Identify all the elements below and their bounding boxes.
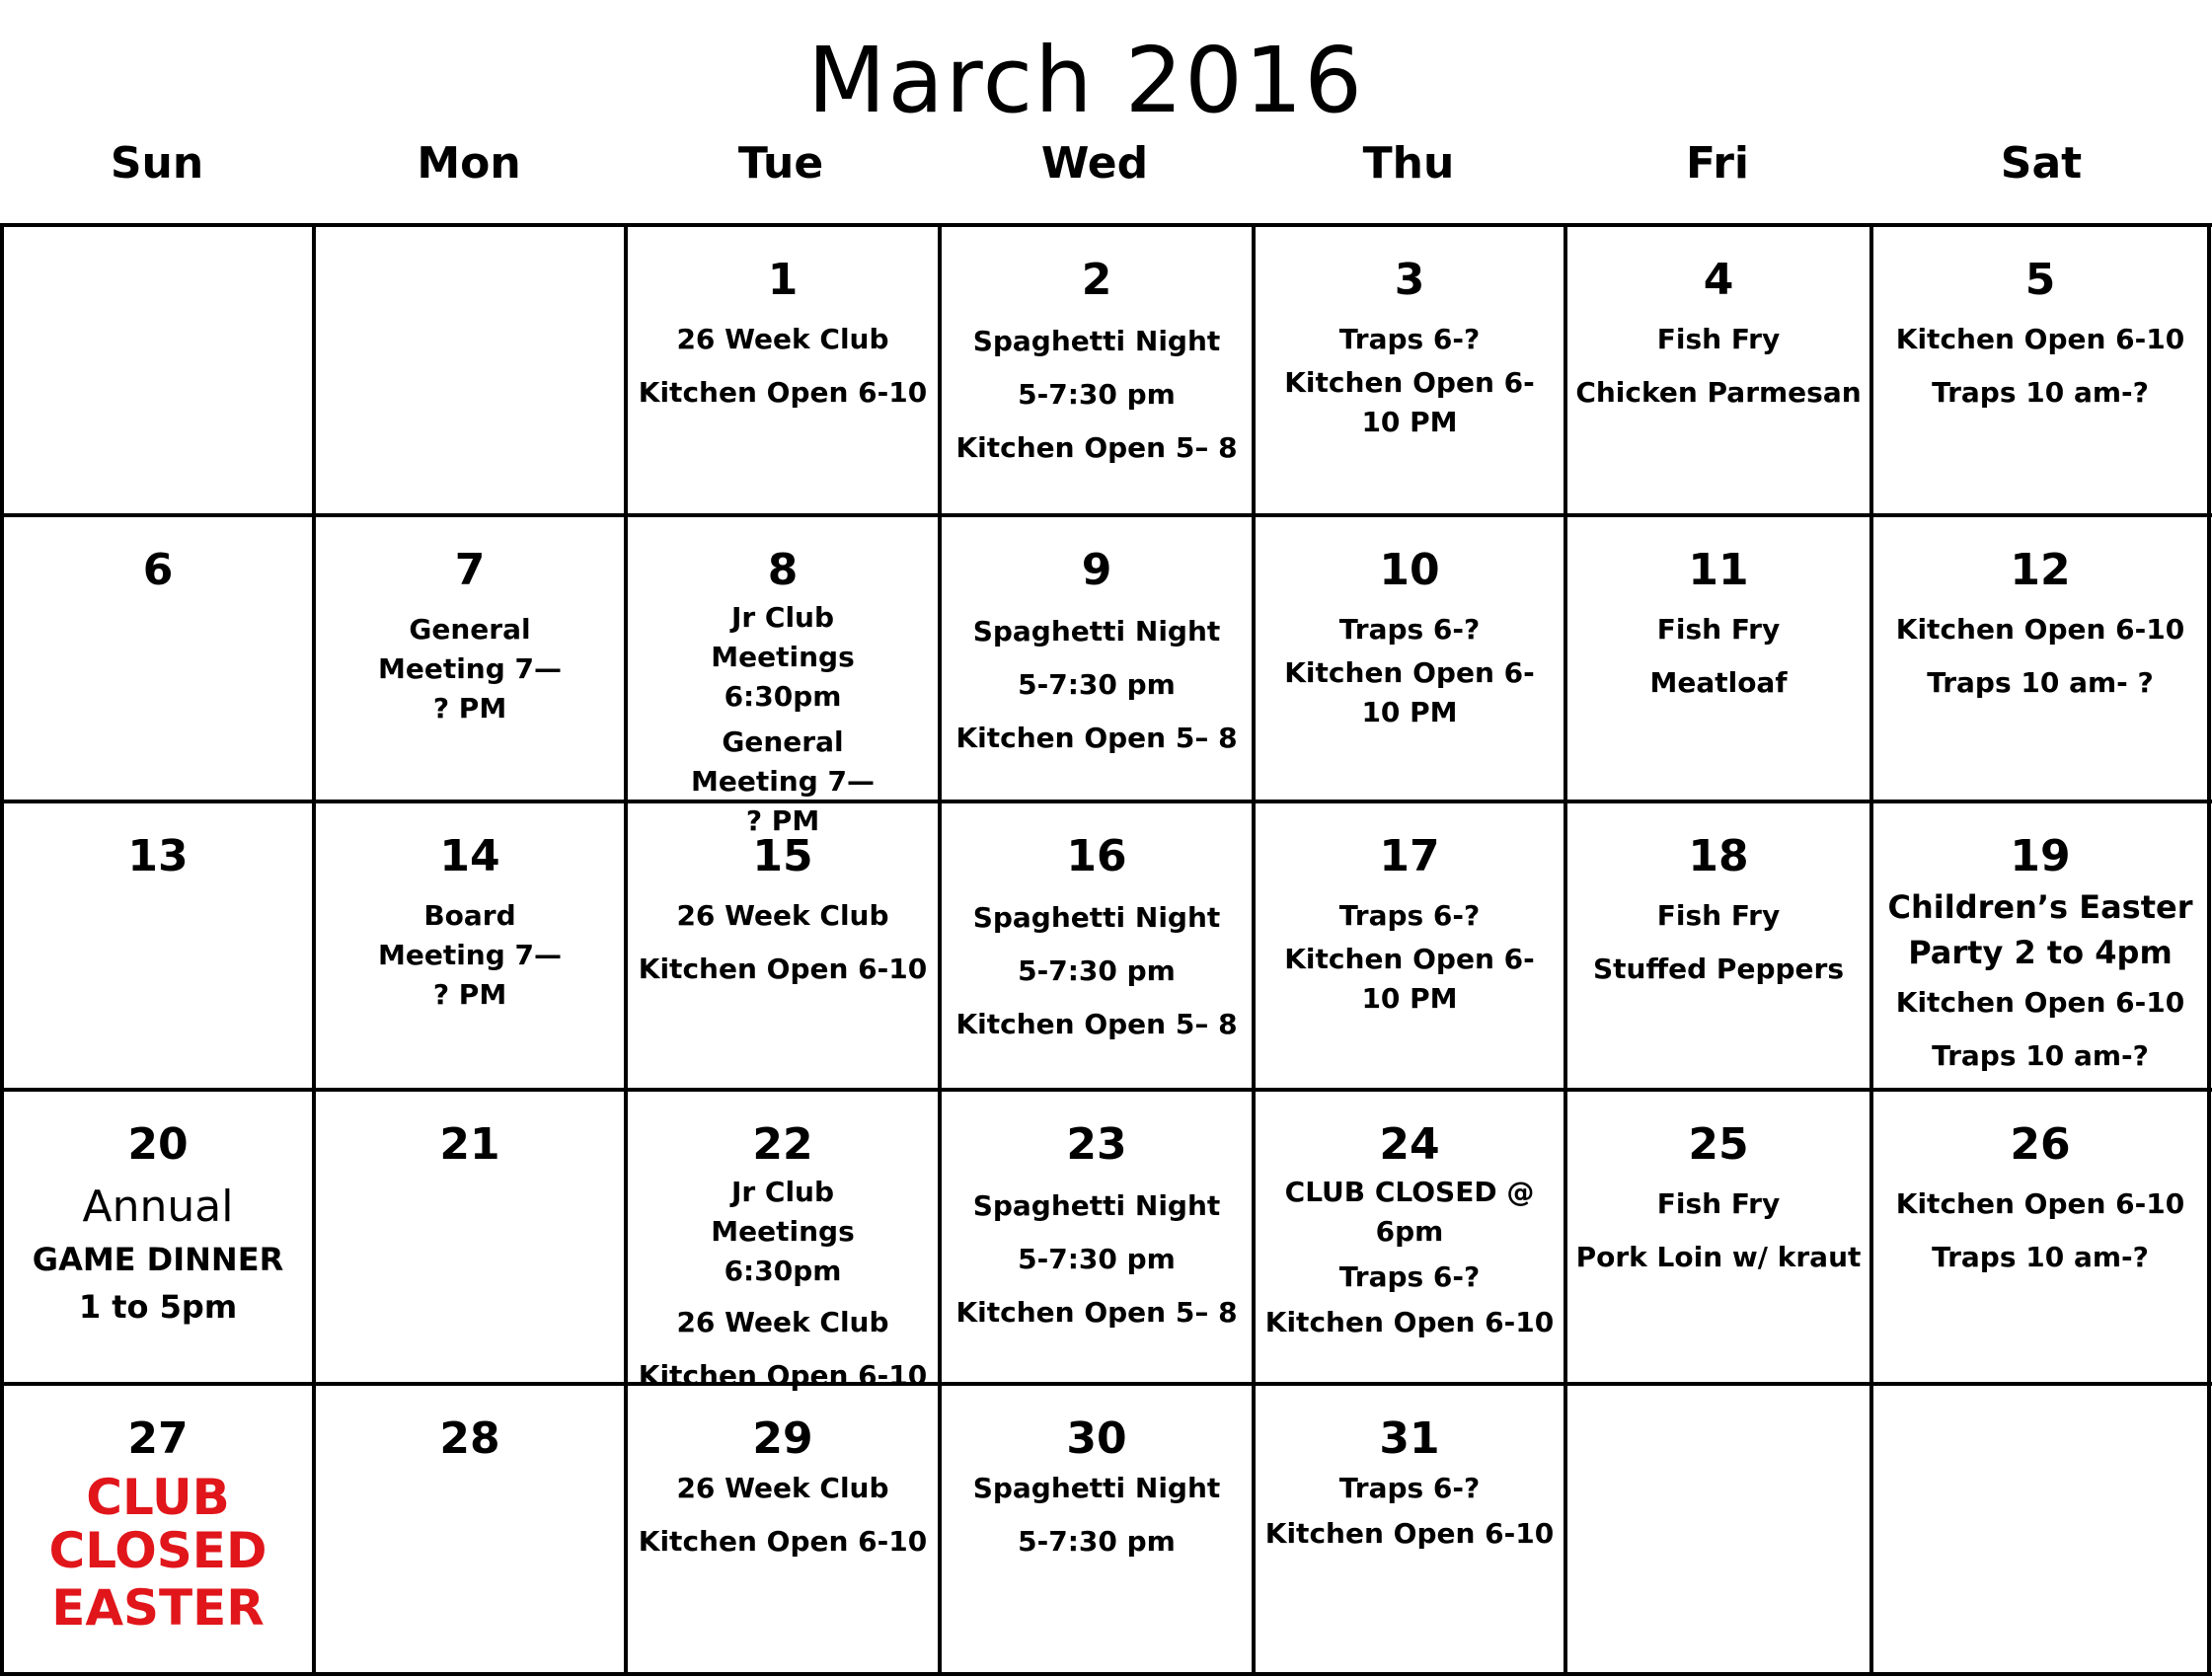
event-text: Traps 6-? [1338, 899, 1481, 932]
event-text: Kitchen Open 6-10 [638, 953, 928, 985]
day-number: 5 [2024, 255, 2056, 305]
day-number: 4 [1703, 255, 1734, 305]
day-cell [4, 227, 312, 513]
event-text: Kitchen Open 6-10 [1895, 613, 2185, 646]
day-number: 16 [1066, 831, 1127, 881]
day-number: 30 [1066, 1413, 1127, 1464]
event-text: 5-7:30 pm [1018, 668, 1176, 701]
day-cell [1567, 227, 1869, 513]
day-number: 10 [1379, 545, 1440, 595]
day-cell [628, 1092, 938, 1392]
grid-vline [2207, 223, 2211, 1676]
day-number: 13 [127, 831, 189, 881]
event-text: Kitchen Open 6-10 [1895, 986, 2185, 1019]
event-text: Traps 10 am-? [1932, 376, 2149, 409]
dow-thu: Thu [1362, 138, 1455, 189]
event-text: 5-7:30 pm [1018, 1525, 1176, 1558]
day-number: 17 [1379, 831, 1440, 881]
day-cell [316, 227, 624, 513]
event-text: Traps 6-? [1338, 613, 1481, 646]
event-text: 26 Week Club [676, 323, 889, 355]
club-closed-text: EASTER [51, 1579, 265, 1637]
club-closed-text: CLUB [86, 1469, 230, 1526]
event-text: Children’s Easter Party 2 to 4pm [1887, 888, 2193, 971]
club-closed-text: CLOSED [48, 1522, 267, 1579]
day-cell [942, 1386, 1252, 1672]
day-cell [942, 517, 1252, 800]
day-cell [316, 803, 624, 1088]
event-text: 1 to 5pm [78, 1288, 238, 1326]
day-cell [1873, 1092, 2207, 1382]
day-number: 14 [439, 831, 500, 881]
event-text: CLUB CLOSED @ 6pm [1284, 1176, 1535, 1248]
event-text: Fish Fry [1656, 1187, 1781, 1220]
day-cell [628, 1386, 938, 1672]
calendar-grid [0, 223, 2212, 1678]
day-cell [628, 803, 938, 1088]
day-number: 28 [439, 1413, 500, 1464]
event-text: Meatloaf [1649, 666, 1788, 699]
day-cell [4, 517, 312, 800]
event-text: Traps 10 am-? [1932, 1241, 2149, 1273]
day-cell [316, 1092, 624, 1382]
day-number: 3 [1394, 255, 1425, 305]
day-number: 25 [1688, 1119, 1749, 1170]
event-text: Traps 6-? [1338, 1260, 1481, 1293]
day-cell [628, 517, 938, 837]
dow-sun: Sun [110, 138, 204, 189]
day-cell [942, 227, 1252, 513]
event-text: Traps 10 am-? [1932, 1039, 2149, 1072]
day-cell [316, 1386, 624, 1672]
event-text: Kitchen Open 6-10 [1264, 1306, 1555, 1338]
event-text: Kitchen Open 5– 8 [955, 722, 1238, 754]
day-cell [1256, 227, 1564, 513]
day-number: 31 [1379, 1413, 1440, 1464]
event-text: Kitchen Open 5– 8 [955, 1296, 1238, 1329]
day-cell [1567, 517, 1869, 800]
event-text: Kitchen Open 6-10 [638, 1525, 928, 1558]
day-cell [1873, 227, 2207, 513]
event-text: Kitchen Open 6-10 [638, 1359, 928, 1392]
day-cell [316, 517, 624, 800]
day-number: 19 [2010, 831, 2071, 881]
event-text: 5-7:30 pm [1018, 1243, 1176, 1275]
event-text: Kitchen Open 6-10 PM [1284, 943, 1535, 1015]
event-text: Kitchen Open 6-10 [638, 376, 928, 409]
day-number: 8 [767, 545, 799, 595]
day-cell [1873, 1386, 2207, 1672]
event-text: Annual [82, 1182, 234, 1232]
event-text: Kitchen Open 6-10 [1895, 1187, 2185, 1220]
event-text: Kitchen Open 6-10 [1895, 323, 2185, 355]
event-text: 26 Week Club [676, 1306, 889, 1338]
day-number: 9 [1081, 545, 1112, 595]
event-text: 5-7:30 pm [1018, 378, 1176, 411]
day-number: 7 [454, 545, 486, 595]
day-cell [628, 227, 938, 513]
day-number: 20 [127, 1119, 189, 1170]
event-text: Pork Loin w/ kraut [1575, 1241, 1862, 1273]
event-text: Chicken Parmesan [1575, 376, 1862, 409]
day-cell [942, 803, 1252, 1088]
day-cell [4, 1386, 312, 1672]
event-text: Kitchen Open 6-10 PM [1284, 366, 1535, 438]
event-text: Fish Fry [1656, 323, 1781, 355]
event-text: Jr Club Meetings 6:30pm [711, 1176, 855, 1287]
event-text: 5-7:30 pm [1018, 954, 1176, 987]
day-number: 22 [752, 1119, 813, 1170]
event-text: General Meeting 7— ? PM [377, 613, 563, 725]
calendar-title: March 2016 [807, 28, 1364, 133]
grid-hline [0, 1672, 2212, 1676]
dow-mon: Mon [417, 138, 521, 189]
day-cell [1873, 803, 2207, 1088]
day-number: 27 [127, 1413, 189, 1464]
day-number: 24 [1379, 1119, 1440, 1170]
day-cell [1567, 1092, 1869, 1382]
day-number: 1 [767, 255, 799, 305]
event-text: Traps 6-? [1338, 1472, 1481, 1504]
day-number: 15 [752, 831, 813, 881]
day-cell [4, 1092, 312, 1382]
event-text: Kitchen Open 6-10 [1264, 1517, 1555, 1550]
day-number: 11 [1688, 545, 1749, 595]
day-number: 21 [439, 1119, 500, 1170]
event-text: 26 Week Club [676, 899, 889, 932]
event-text: Kitchen Open 5– 8 [955, 1008, 1238, 1040]
dow-fri: Fri [1685, 138, 1750, 189]
day-number: 2 [1081, 255, 1112, 305]
event-text: Spaghetti Night [972, 1189, 1221, 1222]
day-number: 23 [1066, 1119, 1127, 1170]
day-cell [1873, 517, 2207, 800]
event-text: Board Meeting 7— ? PM [377, 899, 563, 1011]
event-text: Stuffed Peppers [1592, 953, 1844, 985]
dow-wed: Wed [1040, 138, 1149, 189]
event-text: Traps 6-? [1338, 323, 1481, 355]
event-text: Fish Fry [1656, 613, 1781, 646]
dow-tue: Tue [737, 138, 824, 189]
day-number: 26 [2010, 1119, 2071, 1170]
day-cell [942, 1092, 1252, 1382]
event-text: Traps 10 am- ? [1927, 666, 2154, 699]
day-cell [1256, 803, 1564, 1088]
event-text: Kitchen Open 5– 8 [955, 431, 1238, 464]
day-cell [1567, 1386, 1869, 1672]
event-text: Jr Club Meetings 6:30pm [711, 601, 855, 713]
event-text: Spaghetti Night [972, 325, 1221, 357]
day-of-week-header [0, 138, 2212, 197]
event-text: General Meeting 7— ? PM [690, 725, 876, 837]
day-cell [1256, 1092, 1564, 1382]
day-number: 29 [752, 1413, 813, 1464]
day-number: 12 [2010, 545, 2071, 595]
day-cell [1256, 517, 1564, 800]
day-cell [4, 803, 312, 1088]
event-text: Kitchen Open 6-10 PM [1284, 656, 1535, 728]
event-text: 26 Week Club [676, 1472, 889, 1504]
day-cell [1567, 803, 1869, 1088]
event-text: Spaghetti Night [972, 1472, 1221, 1504]
day-number: 6 [142, 545, 174, 595]
day-cell [1256, 1386, 1564, 1672]
event-text: Spaghetti Night [972, 901, 1221, 934]
day-number: 18 [1688, 831, 1749, 881]
dow-sat: Sat [2000, 138, 2083, 189]
event-text: Fish Fry [1656, 899, 1781, 932]
event-text: GAME DINNER [32, 1241, 284, 1278]
event-text: Spaghetti Night [972, 615, 1221, 648]
